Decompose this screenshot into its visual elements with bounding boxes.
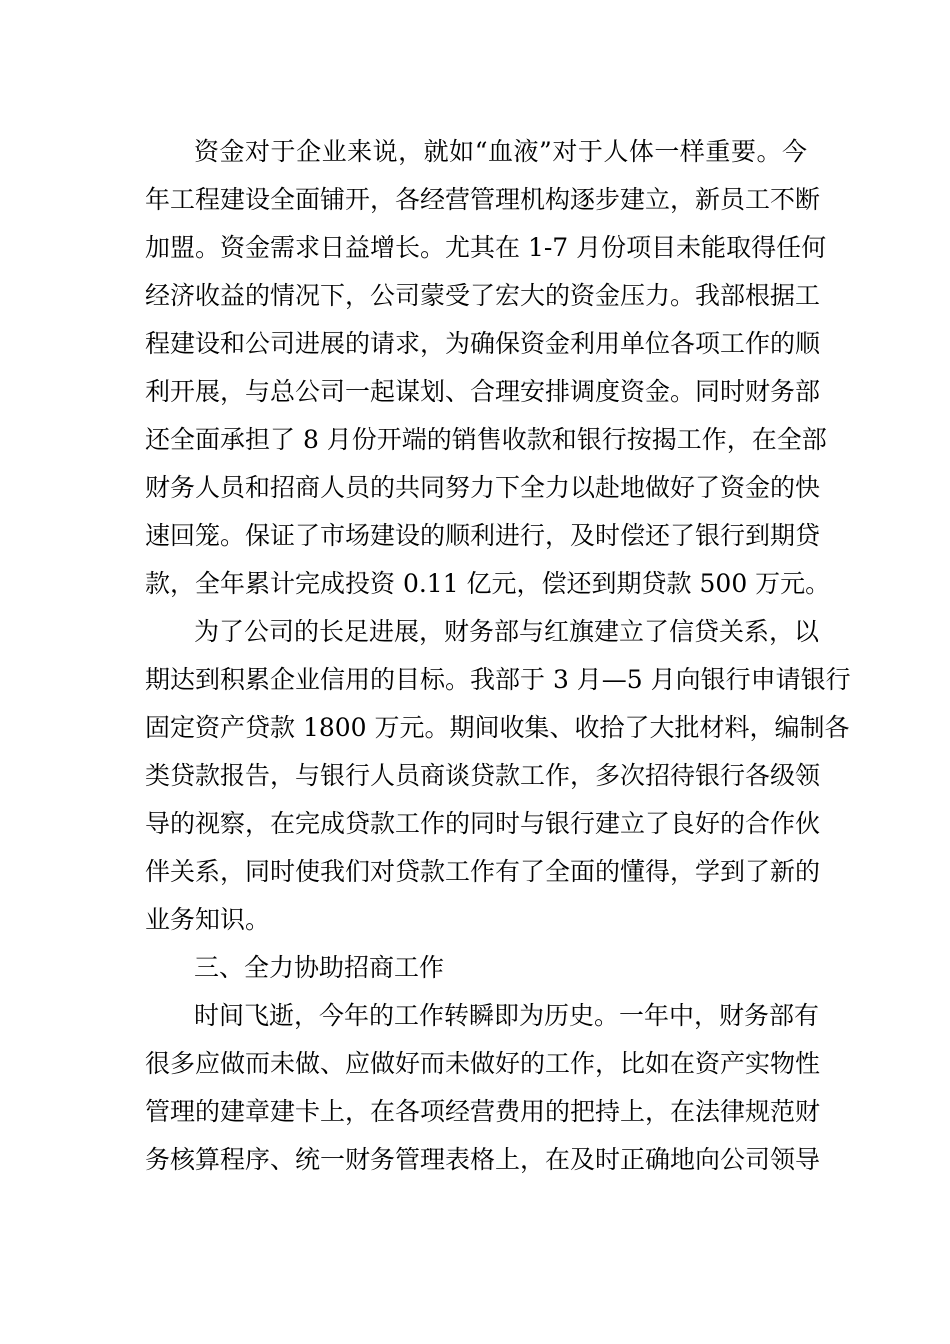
- paragraph-line: 速回笼。保证了市场建设的顺利进行，及时偿还了银行到期贷: [145, 521, 821, 550]
- paragraph-line: 管理的建章建卡上，在各项经营费用的把持上，在法律规范财: [145, 1097, 821, 1126]
- paragraph-line: 业务知识。: [145, 905, 271, 934]
- paragraph-line: 伴关系，同时使我们对贷款工作有了全面的懂得，学到了新的: [145, 857, 821, 886]
- paragraph-line: 很多应做而未做、应做好而未做好的工作，比如在资产实物性: [145, 1049, 821, 1078]
- paragraph-line: 程建设和公司进展的请求，为确保资金利用单位各项工作的顺: [145, 329, 821, 358]
- paragraph-line: 为了公司的长足进展，财务部与红旗建立了信贷关系，以: [194, 617, 820, 646]
- paragraph-line: 年工程建设全面铺开，各经营管理机构逐步建立，新员工不断: [145, 185, 821, 214]
- paragraph-line: 款，全年累计完成投资 0.11 亿元，偿还到期贷款 500 万元。: [145, 569, 831, 598]
- paragraph-line: 经济收益的情况下，公司蒙受了宏大的资金压力。我部根据工: [145, 281, 821, 310]
- paragraph-line: 务核算程序、统一财务管理表格上，在及时正确地向公司领导: [145, 1145, 821, 1174]
- paragraph-line: 利开展，与总公司一起谋划、合理安排调度资金。同时财务部: [145, 377, 821, 406]
- section-heading: 三、全力协助招商工作: [194, 953, 445, 982]
- paragraph-line: 财务人员和招商人员的共同努力下全力以赴地做好了资金的快: [145, 473, 821, 502]
- paragraph-line: 期达到积累企业信用的目标。我部于 3 月—5 月向银行申请银行: [145, 665, 851, 694]
- paragraph-line: 导的视察，在完成贷款工作的同时与银行建立了良好的合作伙: [145, 809, 821, 838]
- paragraph-line: 还全面承担了 8 月份开端的销售收款和银行按揭工作，在全部: [145, 425, 827, 454]
- paragraph-line: 加盟。资金需求日益增长。尤其在 1-7 月份项目未能取得任何: [145, 233, 827, 262]
- paragraph-line: 时间飞逝，今年的工作转瞬即为历史。一年中，财务部有: [194, 1001, 820, 1030]
- paragraph-line: 资金对于企业来说，就如“血液”对于人体一样重要。今: [194, 137, 807, 166]
- paragraph-line: 类贷款报告，与银行人员商谈贷款工作，多次招待银行各级领: [145, 761, 821, 790]
- paragraph-line: 固定资产贷款 1800 万元。期间收集、收拾了大批材料，编制各: [145, 713, 850, 742]
